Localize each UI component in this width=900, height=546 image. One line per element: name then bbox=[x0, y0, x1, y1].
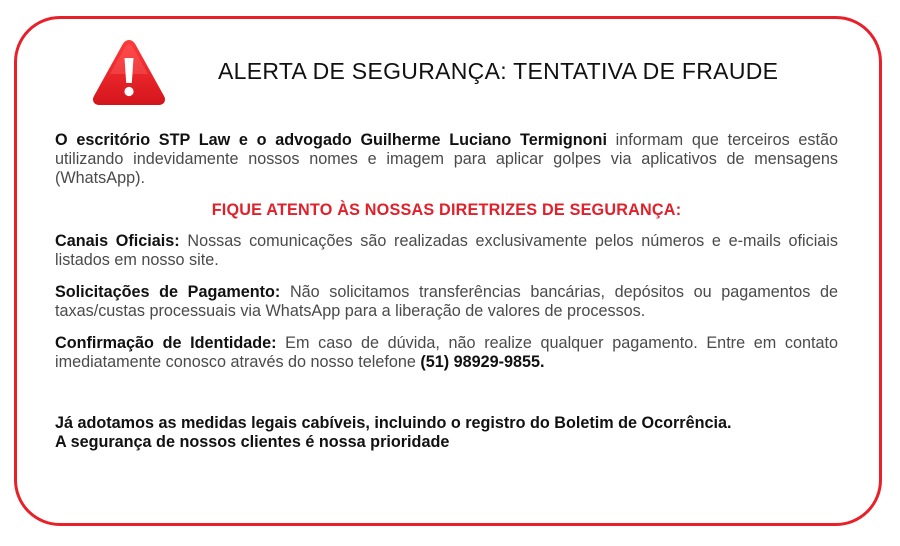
rule-end: . bbox=[540, 353, 545, 371]
rule-text: Nossas comunicações são realizadas exclusivamente pelos números e e-mails oficiais listados em nosso site. bbox=[55, 232, 838, 269]
rule-text: Em caso de dúvida, não realize qualquer pagamento. Entre em contato imediatamente conosco através do nosso telefone bbox=[55, 334, 839, 371]
rule-label: Solicitações de Pagamento: bbox=[55, 283, 281, 301]
rule-label: Confirmação de Identidade: bbox=[55, 334, 277, 352]
closing-line-2: A segurança de nossos clientes é nossa prioridade bbox=[55, 433, 450, 451]
contact-phone: (51) 98929-9855 bbox=[420, 353, 541, 371]
security-guidelines-heading: FIQUE ATENTO ÀS NOSSAS DIRETRIZES DE SEGURANÇA: bbox=[211, 201, 682, 219]
rule-label: Canais Oficiais: bbox=[55, 232, 180, 250]
rule-official-channels bbox=[55, 232, 838, 270]
intro-paragraph bbox=[55, 131, 838, 188]
rule-identity-confirmation bbox=[55, 334, 838, 372]
intro-text: informam que terceiros estão utilizando indevidamente nossos nomes e imagem para aplicar golpes via aplicativos de mensagens (WhatsApp). bbox=[55, 131, 838, 187]
rule-payment-requests bbox=[55, 283, 838, 321]
warning-triangle-icon bbox=[90, 36, 168, 108]
alert-title: ALERTA DE SEGURANÇA: TENTATIVA DE FRAUDE bbox=[218, 58, 779, 84]
closing-statement bbox=[55, 414, 838, 452]
rule-text: Não solicitamos transferências bancárias, depósitos ou pagamentos de taxas/custas processuais via WhatsApp para a liberação de valores de processos. bbox=[55, 283, 839, 320]
alert-body bbox=[55, 131, 838, 452]
closing-line-1: Já adotamos as medidas legais cabíveis, incluindo o registro do Boletim de Ocorrência. bbox=[55, 414, 732, 432]
intro-emphasis: O escritório STP Law e o advogado Guilherme Luciano Termignoni bbox=[55, 131, 607, 149]
